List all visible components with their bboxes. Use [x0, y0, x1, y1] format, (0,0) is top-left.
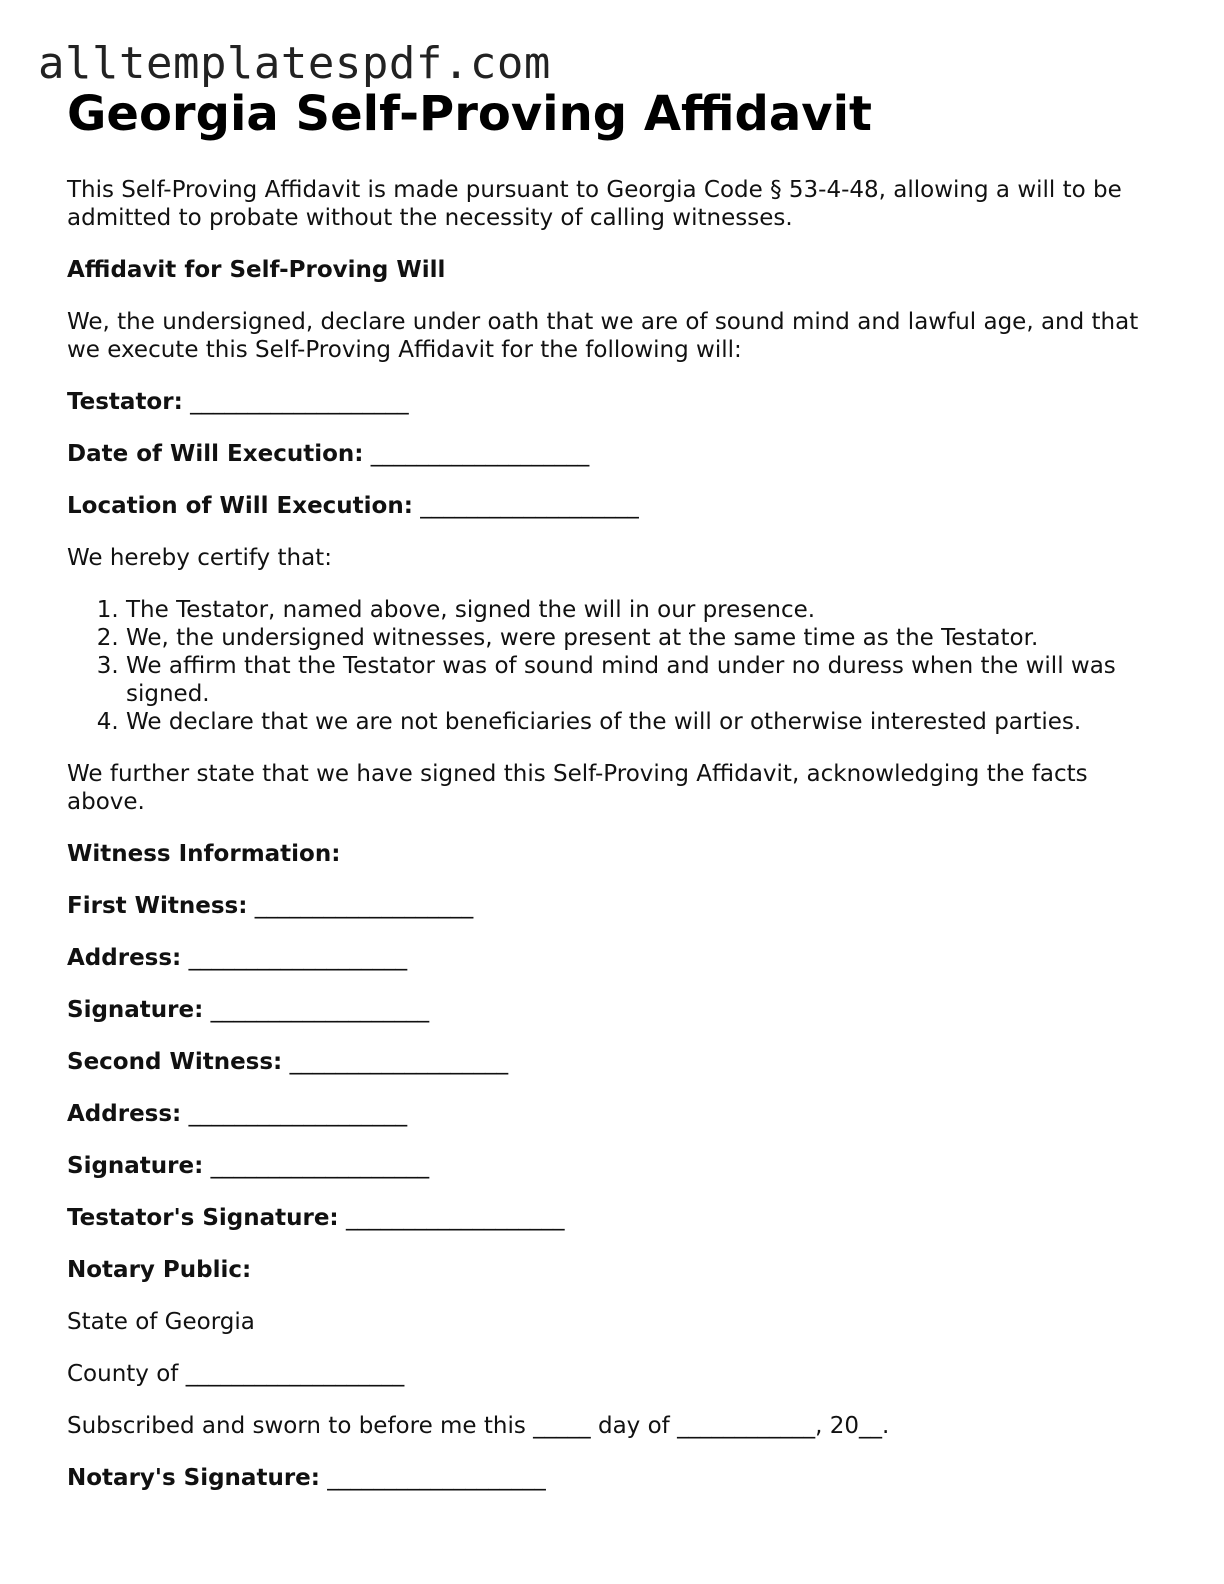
testator-blank[interactable]: ___________________	[190, 389, 409, 415]
certification-item: 4. We declare that we are not beneficiaries of the will or otherwise interested parties.	[126, 708, 1167, 736]
certify-intro: We hereby certify that:	[67, 545, 332, 571]
first-witness-label: First Witness:	[67, 893, 248, 919]
second-witness-signature-blank[interactable]: ___________________	[210, 1153, 430, 1179]
location-of-execution-label: Location of Will Execution:	[67, 493, 413, 519]
second-witness-label: Second Witness:	[67, 1049, 283, 1075]
location-of-execution-blank[interactable]: ___________________	[420, 493, 639, 519]
testator-signature-label: Testator's Signature:	[67, 1205, 339, 1231]
first-witness-field	[67, 892, 1167, 920]
affidavit-heading: Affidavit for Self-Proving Will	[67, 257, 446, 283]
first-witness-address-label: Address:	[67, 945, 182, 971]
second-witness-field	[67, 1048, 1167, 1076]
first-witness-address-field	[67, 944, 1167, 972]
page-title: Georgia Self-Proving Affidavit	[67, 86, 872, 142]
notary-signature-field	[67, 1464, 1167, 1492]
first-witness-signature-blank[interactable]: ___________________	[210, 997, 430, 1023]
notary-sworn-line[interactable]: Subscribed and sworn to before me this _____ day of ____________, 20__.	[67, 1413, 890, 1439]
testator-field	[67, 388, 1167, 416]
date-of-execution-label: Date of Will Execution:	[67, 441, 364, 467]
second-witness-blank[interactable]: ___________________	[289, 1049, 509, 1075]
date-of-execution-field	[67, 440, 1167, 468]
notary-signature-label: Notary's Signature:	[67, 1465, 320, 1491]
first-witness-signature-label: Signature:	[67, 997, 204, 1023]
notary-heading: Notary Public:	[67, 1257, 252, 1283]
second-witness-address-label: Address:	[67, 1101, 182, 1127]
intro-paragraph: This Self-Proving Affidavit is made pursuant to Georgia Code § 53-4-48, allowing a will to be admitted to probate without the necessity of calling witnesses.	[67, 177, 1122, 231]
second-witness-address-blank[interactable]: ___________________	[188, 1101, 408, 1127]
notary-county-label: County of	[67, 1361, 179, 1387]
second-witness-signature-field	[67, 1152, 1167, 1180]
second-witness-signature-label: Signature:	[67, 1153, 204, 1179]
notary-state: State of Georgia	[67, 1309, 255, 1335]
first-witness-signature-field	[67, 996, 1167, 1024]
second-witness-address-field	[67, 1100, 1167, 1128]
certification-list	[67, 596, 1167, 736]
certification-item: 1. The Testator, named above, signed the will in our presence.	[126, 596, 1167, 624]
witness-heading: Witness Information:	[67, 841, 341, 867]
watermark: alltemplatespdf.com	[38, 38, 551, 89]
declaration-paragraph: We, the undersigned, declare under oath that we are of sound mind and lawful age, and that we execute this Self-Proving Affidavit for the following will:	[67, 309, 1139, 363]
first-witness-address-blank[interactable]: ___________________	[188, 945, 408, 971]
document-body	[67, 84, 1167, 1492]
first-witness-blank[interactable]: ___________________	[254, 893, 474, 919]
notary-signature-blank[interactable]: ___________________	[327, 1465, 546, 1491]
testator-signature-field	[67, 1204, 1167, 1232]
further-statement: We further state that we have signed this Self-Proving Affidavit, acknowledging the facts above.	[67, 761, 1088, 815]
location-of-execution-field	[67, 492, 1167, 520]
certification-item: 3. We affirm that the Testator was of sound mind and under no duress when the will was signed.	[126, 652, 1167, 708]
testator-signature-blank[interactable]: ___________________	[345, 1205, 565, 1231]
notary-county-blank[interactable]: ___________________	[185, 1361, 405, 1387]
certification-item: 2. We, the undersigned witnesses, were present at the same time as the Testator.	[126, 624, 1167, 652]
notary-county-field	[67, 1360, 1167, 1388]
testator-label: Testator:	[67, 389, 183, 415]
date-of-execution-blank[interactable]: ___________________	[370, 441, 590, 467]
